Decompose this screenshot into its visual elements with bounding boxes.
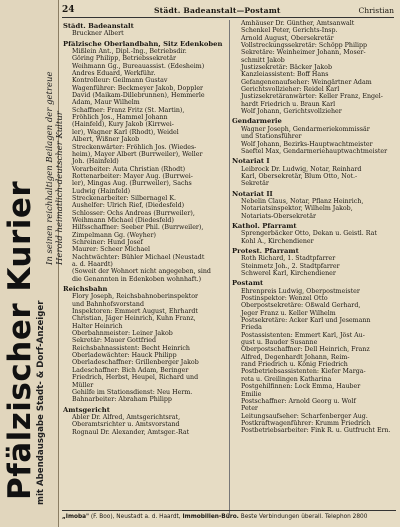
directory-entry: Streckenwärter: Fröhlich Jos. (Wiedes- xyxy=(72,143,197,151)
directory-entry: Emilie xyxy=(241,390,262,398)
directory-entry: Abler Dr. Alfred, Amtsgerichtsrat, xyxy=(72,413,181,421)
footer-rest: Beste Verbindungen überall. Telephon 2800 xyxy=(240,514,368,520)
header-rule xyxy=(62,17,394,18)
section-heading: Pfälzische Oberlandbahn, Sitz Edenkoben xyxy=(63,40,223,48)
section-heading: Postamt xyxy=(232,280,264,288)
column-divider xyxy=(229,20,230,515)
directory-entry: Weihmann Gg., Bureauassist. (Edesheim) xyxy=(72,62,205,70)
directory-entry: Reichsbahnassistent: Becht Heinrich xyxy=(72,344,190,352)
directory-entry: Vorarbeiter: Auta Christian (Rhodt) xyxy=(72,165,186,173)
directory-entry: Rottenarbeiter: Mayer Aug. (Burrwei- xyxy=(72,172,193,180)
directory-entry: heim), Mayer Albert (Burrweiler), Weller xyxy=(72,150,203,158)
directory-entry: hardt Friedrich u. Braun Karl xyxy=(241,100,336,108)
directory-entry: Justizsekretäranwärter: Keller Franz, Engel- xyxy=(241,93,383,101)
directory-entry: Karl, Obersekretär, Blum Otto, Not.- xyxy=(241,172,358,180)
directory-entry: ler), Mingas Aug. (Burrweiler), Sachs xyxy=(72,180,192,188)
directory-entry: Ehrenpreis Ludwig, Oberpostmeister xyxy=(241,287,360,295)
directory-entry: Aushelfer: Ulrich Rief, (Diedesfeld) xyxy=(72,202,185,210)
directory-entry: Bahnarbeiter: Abraham Philipp xyxy=(72,396,172,404)
directory-entry: Oberladewächter: Hauck Philipp xyxy=(72,352,177,360)
directory-entry: Albert, Wißner Jakob xyxy=(72,136,140,144)
directory-entry: Zimpelmann Gg. (Weyher) xyxy=(72,231,156,239)
section-heading: Gendarmerie xyxy=(232,118,282,126)
left-column xyxy=(63,20,225,436)
masthead-sidebar xyxy=(0,0,65,527)
section-heading: Notariat I xyxy=(232,158,270,166)
directory-entry: ler), Wagner Karl (Rhodt), Weidel xyxy=(72,128,179,136)
directory-entry: Schreiner: Hund Josef xyxy=(72,238,143,246)
directory-entry: Schaffner: Franz Fritz (St. Martin), xyxy=(72,106,185,114)
directory-entry: Leitungsaufseher: Scharfenberger Aug. xyxy=(241,412,368,420)
directory-entry: Sekretär xyxy=(241,180,269,188)
directory-entry: Halter Heinrich xyxy=(72,322,123,330)
page-title: Städt. Badeanstalt—Postamt xyxy=(154,6,281,15)
directory-entry: Sekretäre: Weinheimer Johann, Moser- xyxy=(241,49,366,57)
directory-entry: Wolf Johann, Bezirks-Hauptwachtmeister xyxy=(241,140,373,148)
directory-entry: (Hainfeld), Kury Jakob (Kirrwei- xyxy=(72,121,174,129)
section-heading: Städt. Badeanstalt xyxy=(63,23,134,30)
directory-entry: schmitt Jakob xyxy=(241,56,285,64)
directory-entry: und Stationsführer xyxy=(241,133,302,141)
directory-entry: Wolf Johann, Gerichtsvollzieher xyxy=(241,108,342,116)
directory-entry: Schwerel Karl, Kirchendiener xyxy=(241,270,336,277)
directory-entry: (Soweit der Wohnort nicht angegeben, sind xyxy=(72,268,211,276)
directory-entry: Andres Eduard, Werkführ. xyxy=(72,70,156,78)
directory-entry: Sprengerbäcker Otto, Dekan u. Geistl. Rat xyxy=(241,230,377,238)
directory-entry: Kanzleiassistent: Boff Hans xyxy=(241,71,329,79)
directory-entry: rand Friedrich u. König Friedrich xyxy=(241,361,348,369)
slogan-line-1: In seinen reichhaltigen Beilagen der getreue xyxy=(45,71,55,265)
header-right-label: Christian xyxy=(358,6,394,15)
directory-entry: reta u. Greilingen Katharina xyxy=(241,375,332,383)
footer-brand: „Imoba" xyxy=(62,514,90,520)
section-heading: Protest. Pfarramt xyxy=(232,247,299,255)
directory-entry: Postkraftwagenführer: Krumm Friedrich xyxy=(241,419,371,427)
directory-entry: Justizsekretär: Bäcker Jakob xyxy=(241,64,332,72)
directory-entry: Amhäuser Dr. Günther, Amtsanwalt xyxy=(241,20,355,27)
directory-entry: Postinspektor: Wenzel Otto xyxy=(241,295,328,303)
masthead-title: Pfälzischer Kurier xyxy=(2,180,38,500)
directory-entry: Kontrolleur: Geilmann Gustav xyxy=(72,77,168,85)
directory-entry: Gefangenenaufseher: Weingärtner Adam xyxy=(241,78,372,86)
directory-entry: Joh. (Hainfeld) xyxy=(72,158,119,166)
directory-entry: Postassistenten: Emmert Karl, Jöst Au- xyxy=(241,331,365,339)
directory-entry: Bruckner Albert xyxy=(72,30,124,38)
section-heading: Amtsgericht xyxy=(63,406,110,414)
directory-entry: Postbetriebsarbeiter: Fink R. u. Gutfrucht Ern. xyxy=(241,427,391,435)
directory-entry: Leibrock Dr. Ludwig, Notar, Reinhard xyxy=(241,165,362,173)
directory-entry: Postschaffner: Arnold Georg u. Wolf xyxy=(241,397,356,405)
directory-entry: Peter xyxy=(241,405,258,413)
directory-entry: Roth Richard, 1. Stadtpfarrer xyxy=(241,255,336,263)
directory-entry: Oberamtsrichter u. Amtsvorstand xyxy=(72,421,180,429)
directory-entry: Nachtwächter: Bühler Michael (Neustadt xyxy=(72,253,205,261)
footer-highlight: Immobilien-Büro. xyxy=(182,514,239,520)
directory-entry: Ludwig (Hainfeld) xyxy=(72,187,131,195)
directory-entry: Jeger Franz u. Keller Wilhelm xyxy=(241,309,336,317)
directory-entry: Vollstreckungssekretär: Schöpp Philipp xyxy=(241,42,368,50)
directory-entry: Oberbahnmeister: Leiner Jakob xyxy=(72,330,173,338)
section-heading: Notariat II xyxy=(232,190,273,198)
directory-entry: Steinmetz Joh., 2. Stadtpfarrer xyxy=(241,262,340,270)
directory-entry: Hilfsschaffner: Seeber Phil. (Burrweiler), xyxy=(72,224,204,232)
directory-entry: Wagenführer: Beckmeyer Jakob, Doppler xyxy=(72,84,204,92)
directory-entry: Arnold August, Obersekretär xyxy=(241,34,334,42)
footer-text: (F. Boo), Neustadt a. d. Haardt, xyxy=(90,514,181,520)
section-heading: Reichsbahn xyxy=(63,286,108,294)
directory-entry: Adam, Maur Wilhelm xyxy=(72,99,140,107)
directory-entry: Schenkel Peter, Gerichts-Insp. xyxy=(241,27,338,35)
directory-entry: Wagner Joseph, Gendarmeriekommissär xyxy=(241,125,370,133)
directory-entry: Sekretär: Mauer Gottfried xyxy=(72,337,156,345)
masthead-subtitle: mit Abendausgabe Stadt- & Dorf-Anzeiger xyxy=(36,300,46,505)
directory-entry: Oberpostschaffner: Dell Heinrich, Franz xyxy=(241,346,370,354)
directory-entry: Streckenarbeiter: Silbernagel K. xyxy=(72,194,177,202)
page-number: 24 xyxy=(62,5,75,15)
section-heading: Kathol. Pfarramt xyxy=(232,222,297,230)
directory-entry: Gehilfe im Stationsdienst: Neu Herm. xyxy=(72,388,193,396)
directory-entry: gust u. Bauder Susanne xyxy=(241,339,318,347)
directory-entry: Friedrich, Herbst, Heupel, Richard und xyxy=(72,374,199,382)
directory-entry: Postbetriebsassistenten: Kiefer Marga- xyxy=(241,368,366,376)
directory-entry: Inspektoren: Emmert August, Ehrhardt xyxy=(72,308,198,316)
directory-entry: Weihmann Michael (Diedesfeld) xyxy=(72,216,174,224)
directory-entry: Christian, Jäger Heinrich, Kuhn Franz, xyxy=(72,315,196,323)
directory-entry: Gerichtsvollzieher: Reidel Karl xyxy=(241,86,340,94)
directory-entry: Müller xyxy=(72,381,94,389)
directory-entry: David (Maikam-Dillebrunnen), Hemmerle xyxy=(72,92,205,100)
directory-entry: Notariatsinspektor, Wilhelm Jakob, xyxy=(241,205,353,213)
directory-entry: Mißlein Ant., Dipl.-Ing., Betriebsdir. xyxy=(72,48,187,56)
directory-entry: Nebelin Claus, Notar, Pflanz Heinrich, xyxy=(241,197,364,205)
advertisement-footer xyxy=(62,510,396,524)
directory-entry: Fröhlich Jos., Hammel Johann xyxy=(72,114,168,122)
directory-entry: Schlosser: Ochs Andreas (Burrweiler), xyxy=(72,209,195,217)
right-column xyxy=(232,20,394,435)
directory-entry: Oberpostsekretäre: Oßwald Gerhard, xyxy=(241,302,361,310)
directory-entry: Notariats-Obersekretär xyxy=(241,212,316,220)
directory-entry: Alfred, Degenhardt Johann, Reim- xyxy=(241,353,350,361)
directory-entry: Saeftel Max, Gendarmeriehauptwachtmeister xyxy=(241,147,388,155)
directory-entry: Flory Joseph, Reichsbahnoberinspektor xyxy=(72,293,199,301)
slogan-line-2: Herold heimatlich-deutscher Kultur xyxy=(55,111,65,265)
directory-entry: Göring Philipp, Betriebssekretär xyxy=(72,55,177,63)
directory-entry: Rognaul Dr. Alexander, Amtsger.-Rat xyxy=(72,428,190,436)
directory-entry: Frieda xyxy=(241,324,262,332)
directory-entry: Oberladeschaffner: Grillenberger Jakob xyxy=(72,359,199,367)
directory-entry: Maurer: Scheer Michael xyxy=(72,246,151,254)
directory-entry: die Genannten in Edenkoben wohnhaft.) xyxy=(72,275,202,283)
directory-entry: Postsekretäre: Acker Karl und Jesemann xyxy=(241,317,371,325)
directory-entry: a. d. Haardt) xyxy=(72,261,113,268)
directory-entry: Kohl A., Kirchendiener xyxy=(241,237,314,245)
directory-entry: Ladeschaffner: Bich Adam, Beringer xyxy=(72,366,189,374)
directory-entry: Postgehilfinnen: Lock Emma, Hauber xyxy=(241,383,361,391)
directory-entry: und Bahnhofsvorstand xyxy=(72,300,145,308)
